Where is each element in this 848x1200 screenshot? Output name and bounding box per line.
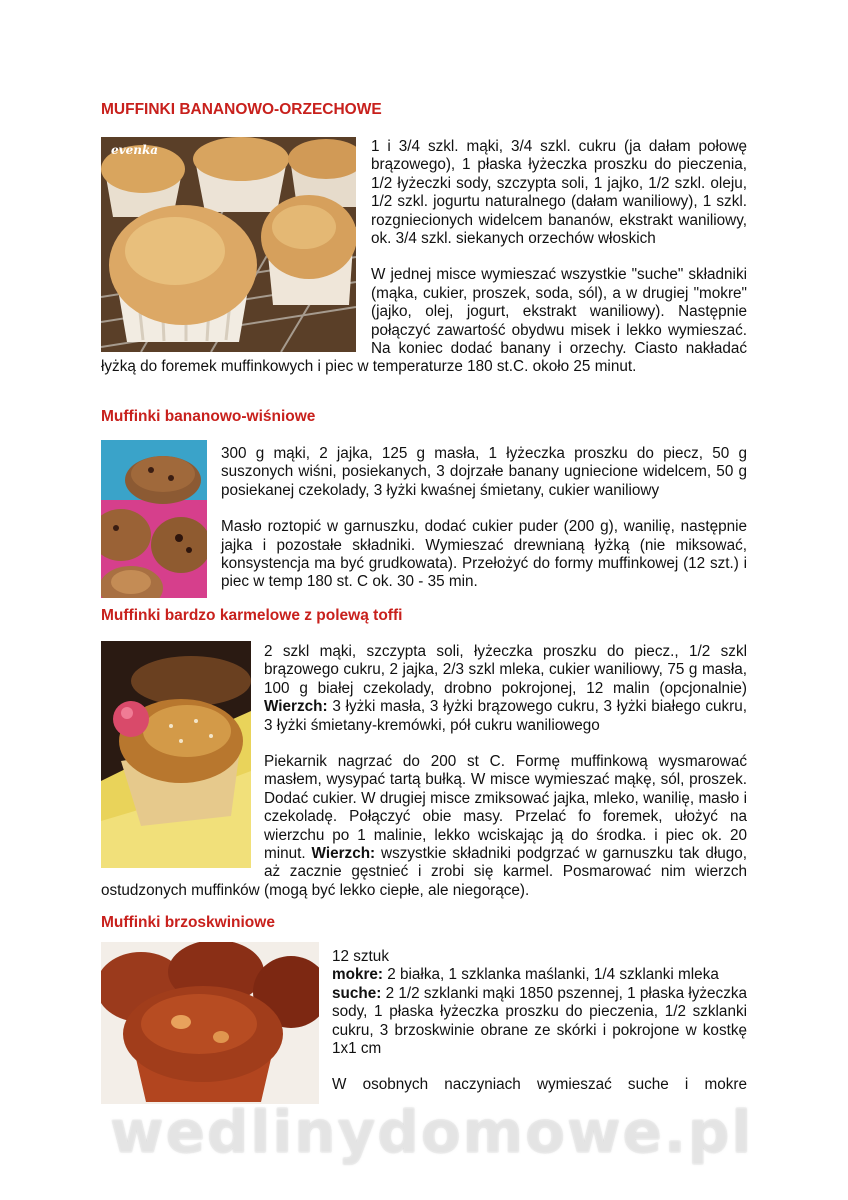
photo-caption: evenka: [111, 143, 159, 157]
recipe-text: [101, 948, 747, 1113]
instructions-main: Piekarnik nagrzać do 200 st C. Formę muffinkową wysmarować masłem, wysypać tartą bułką. W misce wymieszać mąkę, sól, proszek. Dodać cukier. W drugiej misce zmiksować jajka, mleko, wanilię, masło i czekoladę. Połączyć obie masy. Przelać fo foremek, ułożyć na wierzchu po 1 malinie, lekko wciskając ją do środka. i piec ok. 20 minut.: [264, 753, 747, 863]
ingredients-text: 1 i 3/4 szkl. mąki, 3/4 szkl. cukru (ja dałam połowę brązowego), 1 płaska łyżeczka proszku do pieczenia, 1/2 łyżeczki sody, szczypta soli, 1 jajko, 1/2 szkl. oleju, 1/2 szkl. jogurtu naturalnego (dałam waniliowy), 1 szkl. rozgniecionych widelcem bananów, ekstrakt waniliowy, ok. 3/4 szkl. siekanych orzechów włoskich: [371, 138, 747, 248]
recipe-text: [101, 138, 747, 377]
servings-text: 12 sztuk: [332, 948, 389, 965]
recipe-title: Muffinki brzoskwiniowe: [101, 914, 275, 931]
topping-ingredients: 3 łyżki masła, 3 łyżki brązowego cukru, 3 łyżki białego cukru, 3 łyżki śmietany-kremówki, pół cukru waniliowego: [264, 698, 747, 734]
topping-label: Wierzch:: [264, 698, 328, 716]
dry-list: 2 1/2 szklanki mąki 1850 pszennej, 1 płaska łyżeczka sody, 1 płaska łyżeczka proszku do pieczenia, 1/2 szklanki cukru, 3 brzoskwinie obrane ze skórki i pokrojone w kostkę 1x1 cm: [332, 984, 748, 1058]
recipe-title: MUFFINKI BANANOWO-ORZECHOWE: [101, 101, 382, 118]
wet-list: 2 białka, 1 szklanka maślanki, 1/4 szklanki mleka: [387, 966, 719, 984]
recipe-title: Muffinki bardzo karmelowe z polewą toffi: [101, 607, 403, 624]
watermark: wedlinydomowe.pl: [110, 1098, 754, 1166]
ingredients-main: 2 szkl mąki, szczypta soli, łyżeczka proszku do piecz., 1/2 szkl brązowego cukru, 2 jajka, 2/3 szkl mleka, cukier waniliowy, 75 g masła, 100 g białej czekolady, drobno pokrojonej, 12 malin (opcjonalnie): [264, 643, 747, 697]
topping-label: Wierzch:: [311, 845, 376, 863]
instructions-text: Masło roztopić w garnuszku, dodać cukier puder (200 g), wanilię, następnie jajka i pozostałe składniki. Wymieszać drewnianą łyżką (nie miksować, konsystencja ma być grudkowata). Przełożyć do formy muffinkowej (12 szt.) i piec w temp 180 st. C ok. 30 - 35 min.: [221, 518, 747, 591]
ingredients-text: 300 g mąki, 2 jajka, 125 g masła, 1 łyżeczka proszku do piecz, 50 g suszonych wiśni, posiekanych, 3 dojrzałe banany ugniecione widelcem, 50 g posiekanej czekolady, 3 łyżki kwaśnej śmietany, cukier waniliowy: [221, 445, 747, 499]
instructions-text: W osobnych naczyniach wymieszać suche i mokre: [332, 1076, 747, 1094]
recipe-text: [101, 643, 747, 900]
topping-instructions: wszystkie składniki podgrzać w garnuszku tak długo, aż zacznie gęstnieć i zrobi się karmel. Posmarować nim wierzch ostudzonych muffinków (mogą być lekko ciepłe, ale niegorące).: [101, 845, 747, 899]
wet-label: mokre:: [332, 966, 384, 984]
dry-label: suche:: [332, 984, 382, 1002]
recipe-text: [101, 445, 747, 605]
instructions-text: W jednej misce wymieszać wszystkie "suche" składniki (mąka, cukier, proszek, soda, sól), a w drugiej "mokre" (jajko, olej, jogurt, ekstrakt waniliowy). Następnie połączyć zawartość obydwu misek i lekko wymieszać. Na koniec dodać banany i orzechy. Ciasto nakładać łyżką do foremek muffinkowych i piec w temperaturze 180 st.C. około 25 minut.: [101, 266, 747, 376]
recipe-title: Muffinki bananowo-wiśniowe: [101, 408, 316, 425]
